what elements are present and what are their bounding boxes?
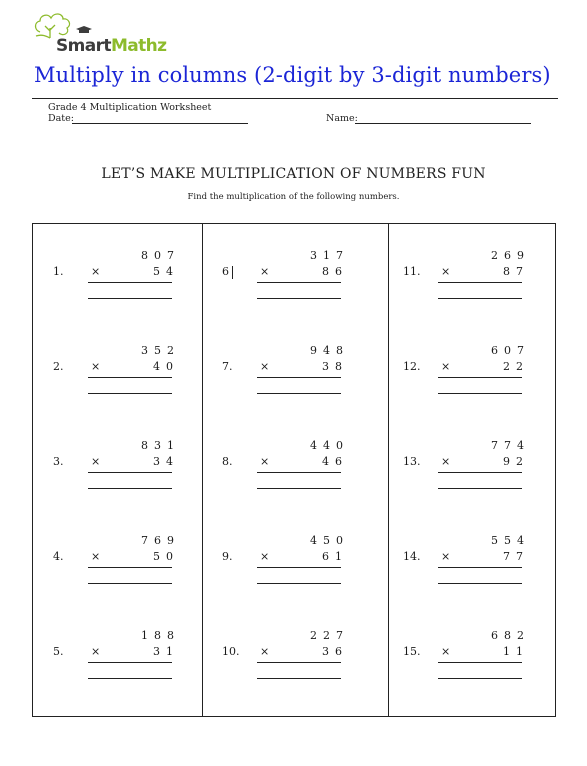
product-line xyxy=(88,472,172,473)
product-line xyxy=(257,472,341,473)
times-sign: × xyxy=(441,550,451,563)
answer-line[interactable] xyxy=(257,298,341,299)
page-title: Multiply in columns (2-digit by 3-digit numbers) xyxy=(34,63,551,87)
product-line xyxy=(438,567,522,568)
date-label: Date: xyxy=(48,113,74,124)
problem-3 xyxy=(53,439,213,499)
multiplier: 31 xyxy=(153,645,179,658)
problem-number: 1. xyxy=(53,265,64,278)
product-line xyxy=(88,377,172,378)
problem-11 xyxy=(403,249,563,309)
title-divider xyxy=(32,98,558,99)
instructions: Find the multiplication of the following numbers. xyxy=(187,192,400,202)
problem-8 xyxy=(222,439,382,499)
product-line xyxy=(257,377,341,378)
multiplier: 50 xyxy=(153,550,179,563)
worksheet-label: Grade 4 Multiplication Worksheet xyxy=(48,102,212,113)
times-sign: × xyxy=(91,645,101,658)
problem-13 xyxy=(403,439,563,499)
multiplicand: 440 xyxy=(310,439,349,452)
answer-line[interactable] xyxy=(257,488,341,489)
answer-line[interactable] xyxy=(438,298,522,299)
smartmathz-logo xyxy=(32,10,182,60)
problem-number: 6 xyxy=(222,265,229,278)
problem-number: 2. xyxy=(53,360,64,373)
times-sign: × xyxy=(91,360,101,373)
product-line xyxy=(257,662,341,663)
answer-line[interactable] xyxy=(257,393,341,394)
problem-number: 14. xyxy=(403,550,421,563)
problem-12 xyxy=(403,344,563,404)
times-sign: × xyxy=(260,645,270,658)
answer-line[interactable] xyxy=(438,488,522,489)
product-line xyxy=(438,282,522,283)
times-sign: × xyxy=(441,455,451,468)
answer-line[interactable] xyxy=(438,583,522,584)
multiplicand: 450 xyxy=(310,534,349,547)
times-sign: × xyxy=(91,455,101,468)
multiplicand: 317 xyxy=(310,249,349,262)
multiplicand: 682 xyxy=(491,629,530,642)
multiplicand: 227 xyxy=(310,629,349,642)
multiplicand: 352 xyxy=(141,344,180,357)
answer-line[interactable] xyxy=(257,583,341,584)
text-cursor xyxy=(232,266,233,279)
multiplier: 22 xyxy=(503,360,529,373)
brand-name-dark: Smart xyxy=(56,36,111,56)
problem-number: 10. xyxy=(222,645,240,658)
times-sign: × xyxy=(441,265,451,278)
multiplier: 86 xyxy=(322,265,348,278)
multiplicand: 554 xyxy=(491,534,530,547)
multiplicand: 831 xyxy=(141,439,180,452)
answer-line[interactable] xyxy=(438,393,522,394)
problem-number: 12. xyxy=(403,360,421,373)
problems-grid xyxy=(32,223,556,717)
problem-number: 9. xyxy=(222,550,233,563)
multiplier: 87 xyxy=(503,265,529,278)
multiplicand: 269 xyxy=(491,249,530,262)
times-sign: × xyxy=(260,550,270,563)
problem-7 xyxy=(222,344,382,404)
times-sign: × xyxy=(260,455,270,468)
problem-2 xyxy=(53,344,213,404)
times-sign: × xyxy=(91,550,101,563)
brand-name-green: Mathz xyxy=(110,36,167,56)
problem-4 xyxy=(53,534,213,594)
product-line xyxy=(257,567,341,568)
brand-name xyxy=(56,36,166,56)
multiplier: 54 xyxy=(153,265,179,278)
product-line xyxy=(88,662,172,663)
problem-number: 3. xyxy=(53,455,64,468)
problem-14 xyxy=(403,534,563,594)
problem-number: 8. xyxy=(222,455,233,468)
answer-line[interactable] xyxy=(257,678,341,679)
times-sign: × xyxy=(441,360,451,373)
answer-line[interactable] xyxy=(88,678,172,679)
problem-number: 4. xyxy=(53,550,64,563)
multiplier: 92 xyxy=(503,455,529,468)
answer-line[interactable] xyxy=(438,678,522,679)
date-line[interactable] xyxy=(72,123,248,124)
problem-5 xyxy=(53,629,213,689)
multiplier: 11 xyxy=(503,645,529,658)
problem-6 xyxy=(222,249,382,309)
answer-line[interactable] xyxy=(88,583,172,584)
multiplier: 40 xyxy=(153,360,179,373)
multiplier: 38 xyxy=(322,360,348,373)
name-line[interactable] xyxy=(355,123,531,124)
product-line xyxy=(88,282,172,283)
multiplicand: 807 xyxy=(141,249,180,262)
product-line xyxy=(438,377,522,378)
problem-10 xyxy=(222,629,382,689)
multiplicand: 948 xyxy=(310,344,349,357)
product-line xyxy=(438,662,522,663)
problem-9 xyxy=(222,534,382,594)
answer-line[interactable] xyxy=(88,488,172,489)
name-label: Name: xyxy=(326,113,358,124)
problem-number: 15. xyxy=(403,645,421,658)
answer-line[interactable] xyxy=(88,393,172,394)
multiplicand: 774 xyxy=(491,439,530,452)
times-sign: × xyxy=(441,645,451,658)
multiplicand: 188 xyxy=(141,629,180,642)
product-line xyxy=(438,472,522,473)
times-sign: × xyxy=(260,265,270,278)
multiplier: 77 xyxy=(503,550,529,563)
product-line xyxy=(88,567,172,568)
worksheet-heading: LET’S MAKE MULTIPLICATION OF NUMBERS FUN xyxy=(101,166,486,182)
problem-number: 13. xyxy=(403,455,421,468)
times-sign: × xyxy=(260,360,270,373)
multiplier: 46 xyxy=(322,455,348,468)
multiplier: 61 xyxy=(322,550,348,563)
problem-15 xyxy=(403,629,563,689)
times-sign: × xyxy=(91,265,101,278)
multiplier: 36 xyxy=(322,645,348,658)
multiplicand: 607 xyxy=(491,344,530,357)
problem-number: 11. xyxy=(403,265,421,278)
problem-number: 5. xyxy=(53,645,64,658)
column-divider xyxy=(388,224,389,716)
multiplicand: 769 xyxy=(141,534,180,547)
problem-number: 7. xyxy=(222,360,233,373)
product-line xyxy=(257,282,341,283)
multiplier: 34 xyxy=(153,455,179,468)
problem-1 xyxy=(53,249,213,309)
answer-line[interactable] xyxy=(88,298,172,299)
